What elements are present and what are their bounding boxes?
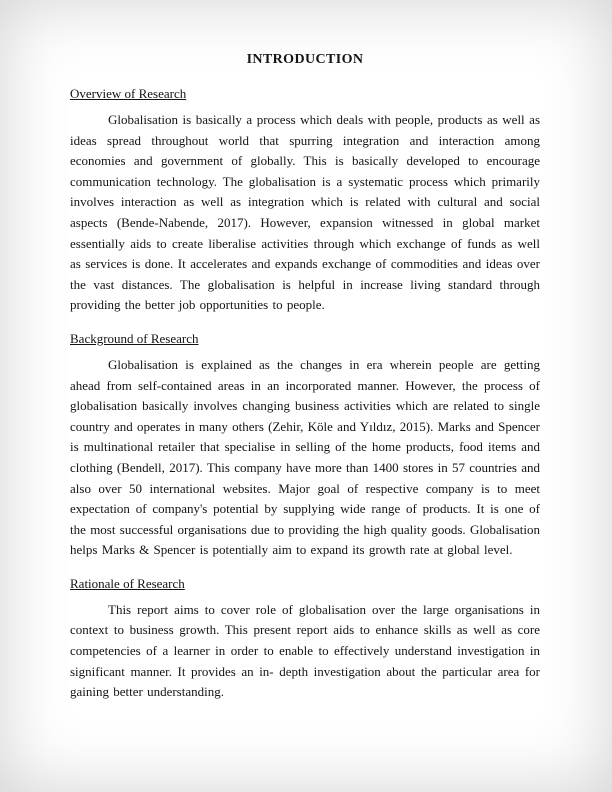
section-heading-rationale: Rationale of Research <box>70 575 185 591</box>
section-paragraph-overview: Globalisation is basically a process which deals with people, products as well as ideas spread throughout world that spurring integration and interaction among economies and government of globally. This is basically developed to encourage communication technology. The globalisation is a systematic process which primarily involves interaction as well as integration which is related with cultural and social aspects (Bende-Nabende, 2017). However, expansion witnessed in global market essentially aids to create liberalise activities through which exchange of funds as well as services is done. It accelerates and expands exchange of commodities and ideas over the vast distances. The globalisation is helpful in increase living standard through providing the better job opportunities to people. <box>70 112 540 313</box>
section-background <box>70 331 540 561</box>
section-overview <box>70 86 540 316</box>
page-title: INTRODUCTION <box>246 52 364 67</box>
section-heading-overview: Overview of Research <box>70 86 187 101</box>
section-paragraph-rationale: This report aims to cover role of globalisation over the large organisations in context to business growth. This present report aids to enhance skills as well as core competencies of a learner in order to enable to effectively understand investigation in significant manner. It provides an in- depth investigation about the particular area for gaining better understanding. <box>70 601 540 700</box>
section-heading-background: Background of Research <box>70 330 199 346</box>
section-paragraph-background: Globalisation is explained as the changes in era wherein people are getting ahead from self-contained areas in an incorporated manner. However, the process of globalisation basically involves changing business activities which are related to single country and operates in many others (Zehir, Köle and Yıldız, 2015). Marks and Spencer is multinational retailer that specialise in selling of the home products, food items and clothing (Bendell, 2017). This company have more than 1400 stores in 57 countries and also over 50 international websites. Major goal of respective company is to meet expectation of company's potential by supplying wide range of products. It is one of the most successful organisations due to providing the high quality goods. Globalisation helps Marks & Spencer is potentially aim to expand its growth rate at global level. <box>70 356 540 558</box>
section-rationale <box>70 576 540 703</box>
